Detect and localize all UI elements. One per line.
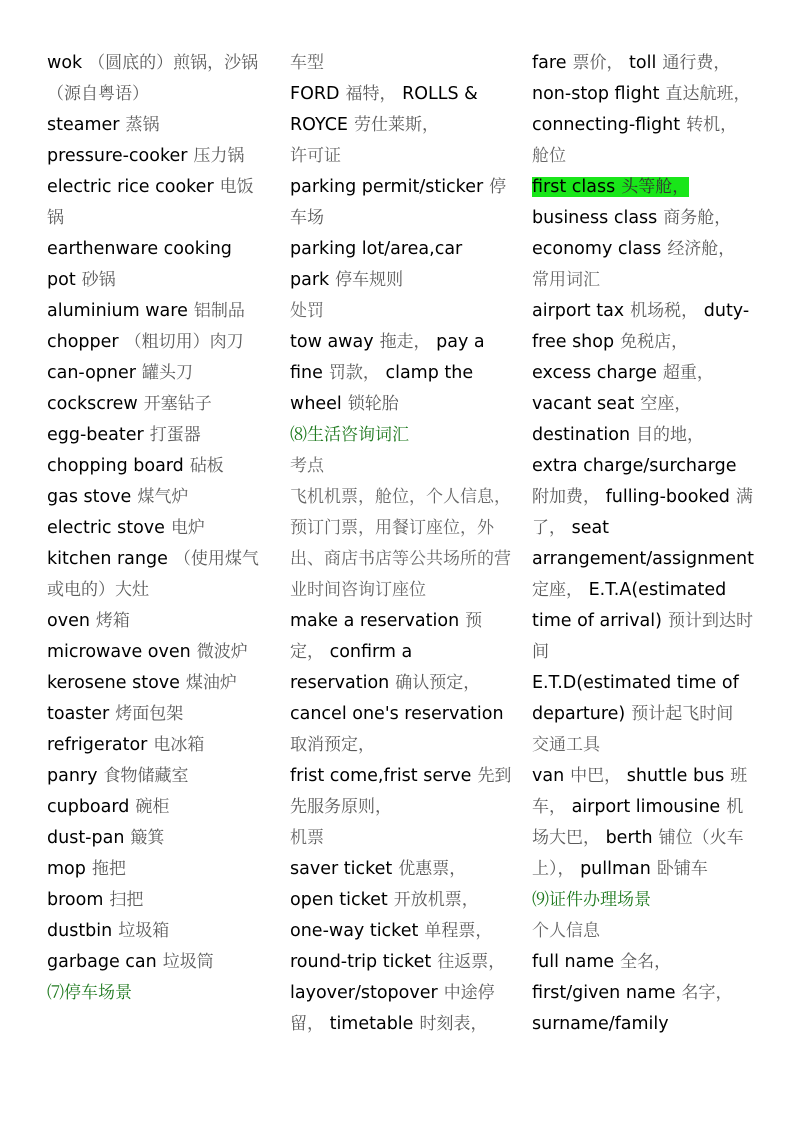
english-term: round-trip ticket — [290, 952, 432, 972]
chinese-translation: 票价， — [572, 53, 624, 73]
chinese-translation: 停车规则 — [335, 270, 404, 290]
chinese-translation: 拖把 — [91, 859, 126, 879]
chinese-translation: 预计到达时间 — [532, 611, 753, 662]
chinese-translation: 附加费， — [532, 487, 600, 507]
english-term: steamer — [47, 115, 120, 135]
english-term: gas stove — [47, 487, 132, 507]
english-term: egg-beater — [47, 425, 144, 445]
chinese-translation: 预计起飞时间 — [631, 704, 734, 724]
vocab-entry — [47, 358, 269, 389]
vocab-entry — [532, 916, 754, 947]
english-term: oven — [47, 611, 90, 631]
chinese-translation: 微波炉 — [196, 642, 248, 662]
vocab-entry — [47, 141, 269, 172]
chinese-translation: 单程票， — [424, 921, 493, 941]
vocab-entry — [47, 296, 269, 327]
category-label: 舱位 — [532, 146, 566, 166]
section-heading: ⑼证件办理场景 — [532, 890, 651, 910]
vocab-entry — [47, 792, 269, 823]
vocab-entry — [290, 482, 512, 606]
vocab-entry — [290, 327, 512, 420]
english-term: duty-free shop — [532, 301, 750, 352]
chinese-translation: 扫把 — [109, 890, 144, 910]
english-term: one-way ticket — [290, 921, 419, 941]
chinese-translation: 电冰箱 — [153, 735, 205, 755]
vocab-entry — [47, 730, 269, 761]
english-term: pressure-cooker — [47, 146, 188, 166]
english-term: dustbin — [47, 921, 113, 941]
chinese-translation: （圆底的）煎锅，沙锅（源自粤语） — [47, 53, 259, 104]
vocab-entry — [290, 606, 512, 761]
chinese-translation: 烤面包架 — [115, 704, 184, 724]
chinese-translation: 机场大巴， — [532, 797, 744, 848]
category-label: 许可证 — [290, 146, 341, 166]
vocab-entry — [532, 203, 754, 234]
chinese-translation: 头等舱， — [621, 177, 690, 197]
chinese-translation: 拖走， — [379, 332, 431, 352]
chinese-translation: 满了， — [532, 487, 753, 538]
chinese-translation: 卧铺车 — [656, 859, 708, 879]
vocab-entry — [47, 823, 269, 854]
english-term: kerosene stove — [47, 673, 180, 693]
vocab-entry — [532, 141, 754, 172]
english-term: vacant seat — [532, 394, 635, 414]
english-term: microwave oven — [47, 642, 191, 662]
english-term: tow away — [290, 332, 374, 352]
section-heading: ⑺停车场景 — [47, 983, 132, 1003]
english-term: make a reservation — [290, 611, 460, 631]
english-term: confirm a reservation — [290, 642, 413, 693]
english-term: electric rice cooker — [47, 177, 214, 197]
english-term: earthenware cooking pot — [47, 239, 232, 290]
chinese-translation: 打蛋器 — [149, 425, 201, 445]
chinese-translation: 先到先服务原则， — [290, 766, 512, 817]
chinese-translation: 碗柜 — [135, 797, 170, 817]
english-term: electric stove — [47, 518, 165, 538]
column-1 — [47, 48, 269, 1009]
vocab-entry — [290, 172, 512, 234]
english-term: ROLLS & ROYCE — [290, 84, 478, 135]
english-term: layover/stopover — [290, 983, 438, 1003]
chinese-translation: 砧板 — [189, 456, 224, 476]
chinese-translation: 停车场 — [290, 177, 507, 228]
english-term: open ticket — [290, 890, 388, 910]
vocab-entry — [47, 606, 269, 637]
vocab-entry — [47, 172, 269, 234]
vocab-entry — [290, 854, 512, 885]
vocab-entry — [47, 482, 269, 513]
chinese-translation: （粗切用）肉刀 — [124, 332, 244, 352]
vocab-entry — [47, 420, 269, 451]
english-term: toaster — [47, 704, 110, 724]
chinese-translation: 中巴， — [570, 766, 622, 786]
vocab-entry — [47, 978, 269, 1009]
vocab-entry — [47, 513, 269, 544]
english-term: fulling-booked — [605, 487, 730, 507]
english-term: aluminium ware — [47, 301, 188, 321]
vocab-entry — [290, 916, 512, 947]
english-term: toll — [629, 53, 657, 73]
english-term: timetable — [329, 1014, 414, 1034]
chinese-translation: 煤气炉 — [137, 487, 189, 507]
english-term: economy class — [532, 239, 662, 259]
english-term: broom — [47, 890, 104, 910]
english-term: cockscrew — [47, 394, 138, 414]
chinese-translation: 煤油炉 — [185, 673, 237, 693]
chinese-translation: 开塞钻子 — [143, 394, 212, 414]
vocab-entry — [532, 420, 754, 451]
english-term: van — [532, 766, 565, 786]
english-term: first/given name — [532, 983, 676, 1003]
english-term: mop — [47, 859, 86, 879]
chinese-translation: 烤箱 — [95, 611, 130, 631]
chinese-translation: 定座， — [532, 580, 583, 600]
vocab-entry — [532, 668, 754, 730]
english-term: pay a fine — [290, 332, 485, 383]
vocab-entry — [532, 296, 754, 358]
english-term: business class — [532, 208, 658, 228]
column-3 — [532, 48, 754, 1040]
chinese-translation: 取消预定， — [290, 735, 375, 755]
vocab-entry — [290, 48, 512, 79]
english-term: connecting-flight — [532, 115, 681, 135]
category-label: 考点 — [290, 456, 324, 476]
vocab-entry — [47, 234, 269, 296]
chinese-translation: 劳仕莱斯， — [354, 115, 439, 135]
chinese-translation: 机场税， — [630, 301, 699, 321]
chinese-translation: 目的地， — [636, 425, 705, 445]
vocab-entry — [47, 668, 269, 699]
english-term: airport limousine — [571, 797, 721, 817]
english-term: dust-pan — [47, 828, 125, 848]
chinese-translation: 确认预定， — [395, 673, 481, 693]
chinese-translation: 福特， — [345, 84, 397, 104]
english-term: FORD — [290, 84, 340, 104]
vocab-entry — [290, 79, 512, 141]
english-term: chopper — [47, 332, 119, 352]
category-label: 车型 — [290, 53, 324, 73]
chinese-translation: 直达航班， — [665, 84, 751, 104]
chinese-translation: 砂锅 — [81, 270, 116, 290]
english-term: saver ticket — [290, 859, 393, 879]
chinese-translation: 铺位（火车上）， — [532, 828, 744, 879]
english-term: shuttle bus — [626, 766, 725, 786]
vocab-entry — [47, 389, 269, 420]
english-term: parking permit/sticker — [290, 177, 484, 197]
chinese-translation: 垃圾箱 — [118, 921, 170, 941]
english-term: airport tax — [532, 301, 625, 321]
english-term: can-opner — [47, 363, 136, 383]
english-term: full name — [532, 952, 615, 972]
vocab-entry — [290, 947, 512, 978]
english-term: panry — [47, 766, 98, 786]
vocab-entry — [290, 420, 512, 451]
category-label: 交通工具 — [532, 735, 600, 755]
english-term: surname/family — [532, 1014, 669, 1034]
chinese-translation: 电炉 — [170, 518, 205, 538]
chinese-translation: 全名， — [620, 952, 672, 972]
vocab-entry — [532, 761, 754, 885]
vocab-entry — [47, 327, 269, 358]
english-term: fare — [532, 53, 567, 73]
english-term: cupboard — [47, 797, 130, 817]
vocab-entry — [47, 48, 269, 110]
english-term: chopping board — [47, 456, 184, 476]
section-heading: ⑻生活咨询词汇 — [290, 425, 409, 445]
chinese-translation: （使用煤气或电的）大灶 — [47, 549, 259, 600]
category-label: 处罚 — [290, 301, 324, 321]
chinese-translation: 时刻表， — [419, 1014, 488, 1034]
vocab-entry — [290, 885, 512, 916]
vocab-entry — [290, 761, 512, 823]
vocab-entry — [47, 544, 269, 606]
chinese-translation: 蒸锅 — [125, 115, 160, 135]
vocab-entry — [532, 885, 754, 916]
chinese-translation: 优惠票， — [398, 859, 467, 879]
category-label: 飞机机票，舱位，个人信息，预订门票，用餐订座位，外出、商店书店等公共场所的营业时间咨询订座位 — [290, 487, 511, 600]
vocab-entry — [532, 451, 754, 668]
chinese-translation: 罚款， — [328, 363, 380, 383]
chinese-translation: 转机， — [686, 115, 738, 135]
english-term: refrigerator — [47, 735, 148, 755]
vocab-entry — [290, 451, 512, 482]
vocab-entry — [290, 296, 512, 327]
vocab-entry — [532, 234, 754, 265]
vocab-entry — [532, 358, 754, 389]
chinese-translation: 名字， — [681, 983, 733, 1003]
english-term: wok — [47, 53, 83, 73]
vocab-entry — [532, 48, 754, 79]
english-term: excess charge — [532, 363, 657, 383]
chinese-translation: 开放机票， — [393, 890, 479, 910]
english-term: frist come,frist serve — [290, 766, 472, 786]
vocab-entry — [290, 823, 512, 854]
vocab-entry — [290, 141, 512, 172]
vocab-entry — [532, 389, 754, 420]
vocab-entry — [47, 885, 269, 916]
english-term: non-stop flight — [532, 84, 660, 104]
vocab-entry — [47, 947, 269, 978]
english-term: seat arrangement/assignment — [532, 518, 754, 569]
english-term: pullman — [580, 859, 651, 879]
vocab-entry — [47, 916, 269, 947]
chinese-translation: 超重， — [662, 363, 714, 383]
chinese-translation: 中途停留， — [290, 983, 495, 1034]
english-term: kitchen range — [47, 549, 168, 569]
english-term: first class — [532, 177, 616, 197]
vocab-entry — [47, 761, 269, 792]
category-label: 个人信息 — [532, 921, 600, 941]
vocab-entry — [290, 978, 512, 1040]
english-term: cancel one's reservation — [290, 704, 504, 724]
column-2 — [290, 48, 512, 1040]
english-term: garbage can — [47, 952, 157, 972]
vocab-entry — [532, 172, 754, 203]
vocab-entry — [532, 79, 754, 141]
chinese-translation: 空座， — [640, 394, 692, 414]
vocab-entry — [532, 730, 754, 761]
vocab-entry — [532, 947, 754, 1040]
vocab-entry — [47, 451, 269, 482]
english-term: berth — [605, 828, 653, 848]
chinese-translation: 商务舱， — [663, 208, 732, 228]
chinese-translation: 往返票， — [437, 952, 506, 972]
english-term: destination — [532, 425, 631, 445]
english-term: parking lot/area,car park — [290, 239, 463, 290]
chinese-translation: 通行费， — [662, 53, 731, 73]
vocab-entry — [290, 234, 512, 296]
chinese-translation: 免税店， — [620, 332, 689, 352]
vocab-entry — [47, 699, 269, 730]
english-term: extra charge/surcharge — [532, 456, 737, 476]
category-label: 机票 — [290, 828, 324, 848]
chinese-translation: 铝制品 — [193, 301, 245, 321]
vocab-entry — [47, 854, 269, 885]
english-term: E.T.D(estimated time of departure) — [532, 673, 739, 724]
chinese-translation: 锁轮胎 — [347, 394, 399, 414]
chinese-translation: 班车， — [532, 766, 748, 817]
chinese-translation: 电饭锅 — [47, 177, 254, 228]
english-term: E.T.A(estimated time of arrival) — [532, 580, 727, 631]
chinese-translation: 罐头刀 — [141, 363, 193, 383]
category-label: 常用词汇 — [532, 270, 600, 290]
highlighted-term — [532, 177, 689, 197]
chinese-translation: 压力锅 — [193, 146, 245, 166]
chinese-translation: 垃圾筒 — [162, 952, 214, 972]
chinese-translation: 预定， — [290, 611, 483, 662]
chinese-translation: 簸箕 — [130, 828, 165, 848]
chinese-translation: 食物储藏室 — [103, 766, 189, 786]
vocab-entry — [532, 265, 754, 296]
vocab-entry — [47, 110, 269, 141]
chinese-translation: 经济舱， — [667, 239, 736, 259]
english-term: clamp the wheel — [290, 363, 474, 414]
vocab-entry — [47, 637, 269, 668]
